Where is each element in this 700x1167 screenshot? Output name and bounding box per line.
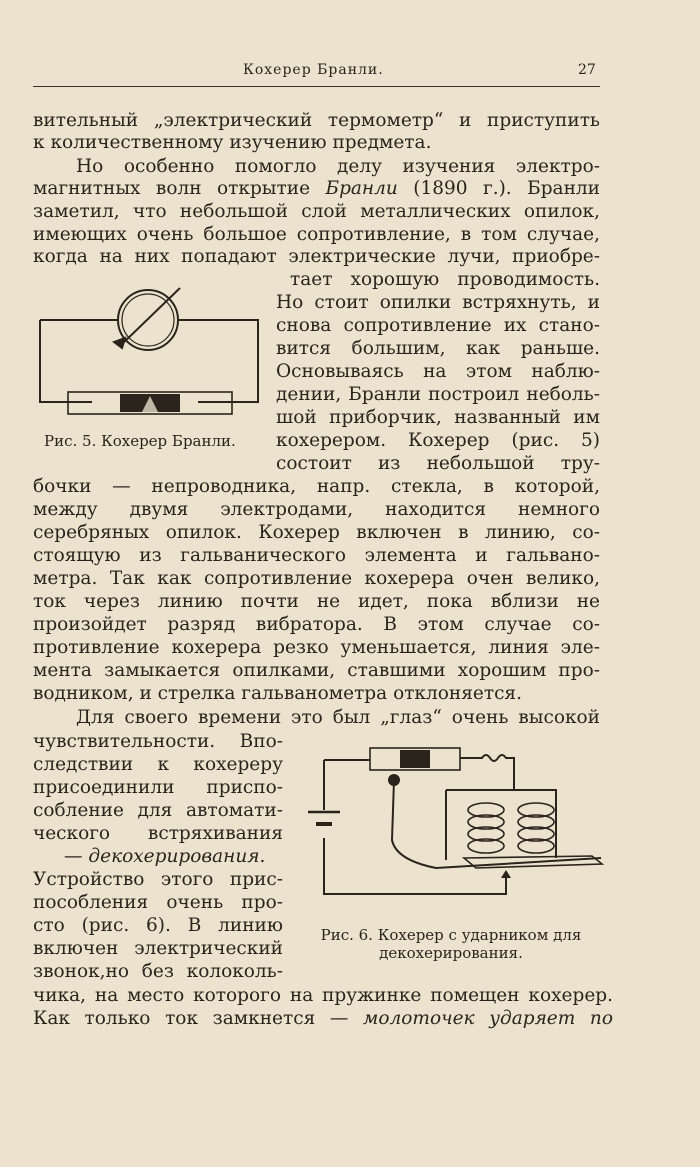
text-line-with-italic <box>64 846 283 868</box>
text-line: тает хорошую проводимость. <box>290 269 600 290</box>
text-line-with-mark <box>33 1008 613 1030</box>
text-line: кохерером. Кохерер (рис. 5) <box>276 430 600 451</box>
text-line: имеющих очень большое сопротивление, в том случае, <box>33 224 600 245</box>
text-line: ческого встряхивания <box>33 823 283 844</box>
italic-text: — молоточек ударяет по <box>329 1008 613 1029</box>
text-line: метра. Так как сопротивление кохерера очен велико, <box>33 568 600 589</box>
text-line: противление кохерера резко уменьшается, линия эле- <box>33 637 600 658</box>
text-line: вится большим, как раньше. <box>276 338 600 359</box>
text-line: следствии к кохереру <box>33 754 283 775</box>
text-line: произойдет разряд вибратора. В этом случае со- <box>33 614 600 635</box>
text-line: шой приборчик, названный им <box>276 407 600 428</box>
text-line-with-italic <box>33 178 600 200</box>
figure-5-coherer-circuit <box>30 280 270 430</box>
text-line: звонок,но без колоколь- <box>33 961 283 982</box>
figure-6-coherer-with-striker <box>296 730 616 925</box>
text-line: сто (рис. 6). В линию <box>33 915 283 936</box>
text-line: когда на них попадают электрические лучи, приобре- <box>33 246 600 267</box>
text-line: заметил, что небольшой слой металлических опилок, <box>33 201 600 222</box>
page-number: 27 <box>578 62 596 78</box>
header-rule <box>33 86 600 87</box>
text-line: Основываясь на этом наблю- <box>276 361 600 382</box>
text-line: между двумя электродами, находится немного <box>33 499 600 520</box>
figure-6-caption-line-1: Рис. 6. Кохерер с ударником для <box>320 926 582 944</box>
figure-5-caption: Рис. 5. Кохерер Бранли. <box>44 432 236 450</box>
text-line: снова сопротивление их стано- <box>276 315 600 336</box>
figure-6-caption-line-2: декохерирования. <box>379 944 523 962</box>
text-line: пособления очень про- <box>33 892 283 913</box>
arrowhead-icon <box>501 870 511 878</box>
text-line: состоит из небольшой тру- <box>276 453 600 474</box>
italic-text: декохерирования. <box>88 846 266 867</box>
running-title: Кохерер Бранли. <box>243 62 384 78</box>
text-line: Но стоит опилки встряхнуть, и <box>276 292 600 313</box>
text-line: Для своего времени это был „глаз“ очень высокой <box>76 707 600 728</box>
text-line: стоящую из гальванического элемента и гальвано- <box>33 545 600 566</box>
text-span: Как только ток замкнется — молоточек ударяет по <box>33 1008 613 1029</box>
text-line: ток через линию почти не идет, пока вблизи не <box>33 591 600 612</box>
text-line: дении, Бранли построил неболь- <box>276 384 600 405</box>
text-line: мента замыкается опилками, ставшими хорошим про- <box>33 660 600 681</box>
text-line: Но особенно помогло делу изучения электро- <box>76 156 600 177</box>
running-header <box>33 62 600 86</box>
text-line: включен электрический <box>33 938 283 959</box>
text-line: серебряных опилок. Кохерер включен в линию, со- <box>33 522 600 543</box>
text-line: собление для автомати- <box>33 800 283 821</box>
text-line: чувствительности. Впо- <box>33 731 283 752</box>
text-line: присоединили приспо- <box>33 777 283 798</box>
text-line: водником, и стрелка гальванометра отклоняется. <box>33 683 522 704</box>
text-line: к количественному изучению предмета. <box>33 132 432 153</box>
text-line: чика, на место которого на пружинке помещен кохерер. <box>33 985 613 1006</box>
italic-text: Бранли <box>325 178 398 199</box>
text-line: вительный „электрический термометр“ и приступить <box>33 110 600 131</box>
text-line: Устройство этого прис- <box>33 869 283 890</box>
text-span: магнитных волн открытие Бранли (1890 г.). Бранли <box>33 178 600 199</box>
text-span: — декохерирования. <box>64 846 266 867</box>
text-line: бочки — непроводника, напр. стекла, в которой, <box>33 476 600 497</box>
